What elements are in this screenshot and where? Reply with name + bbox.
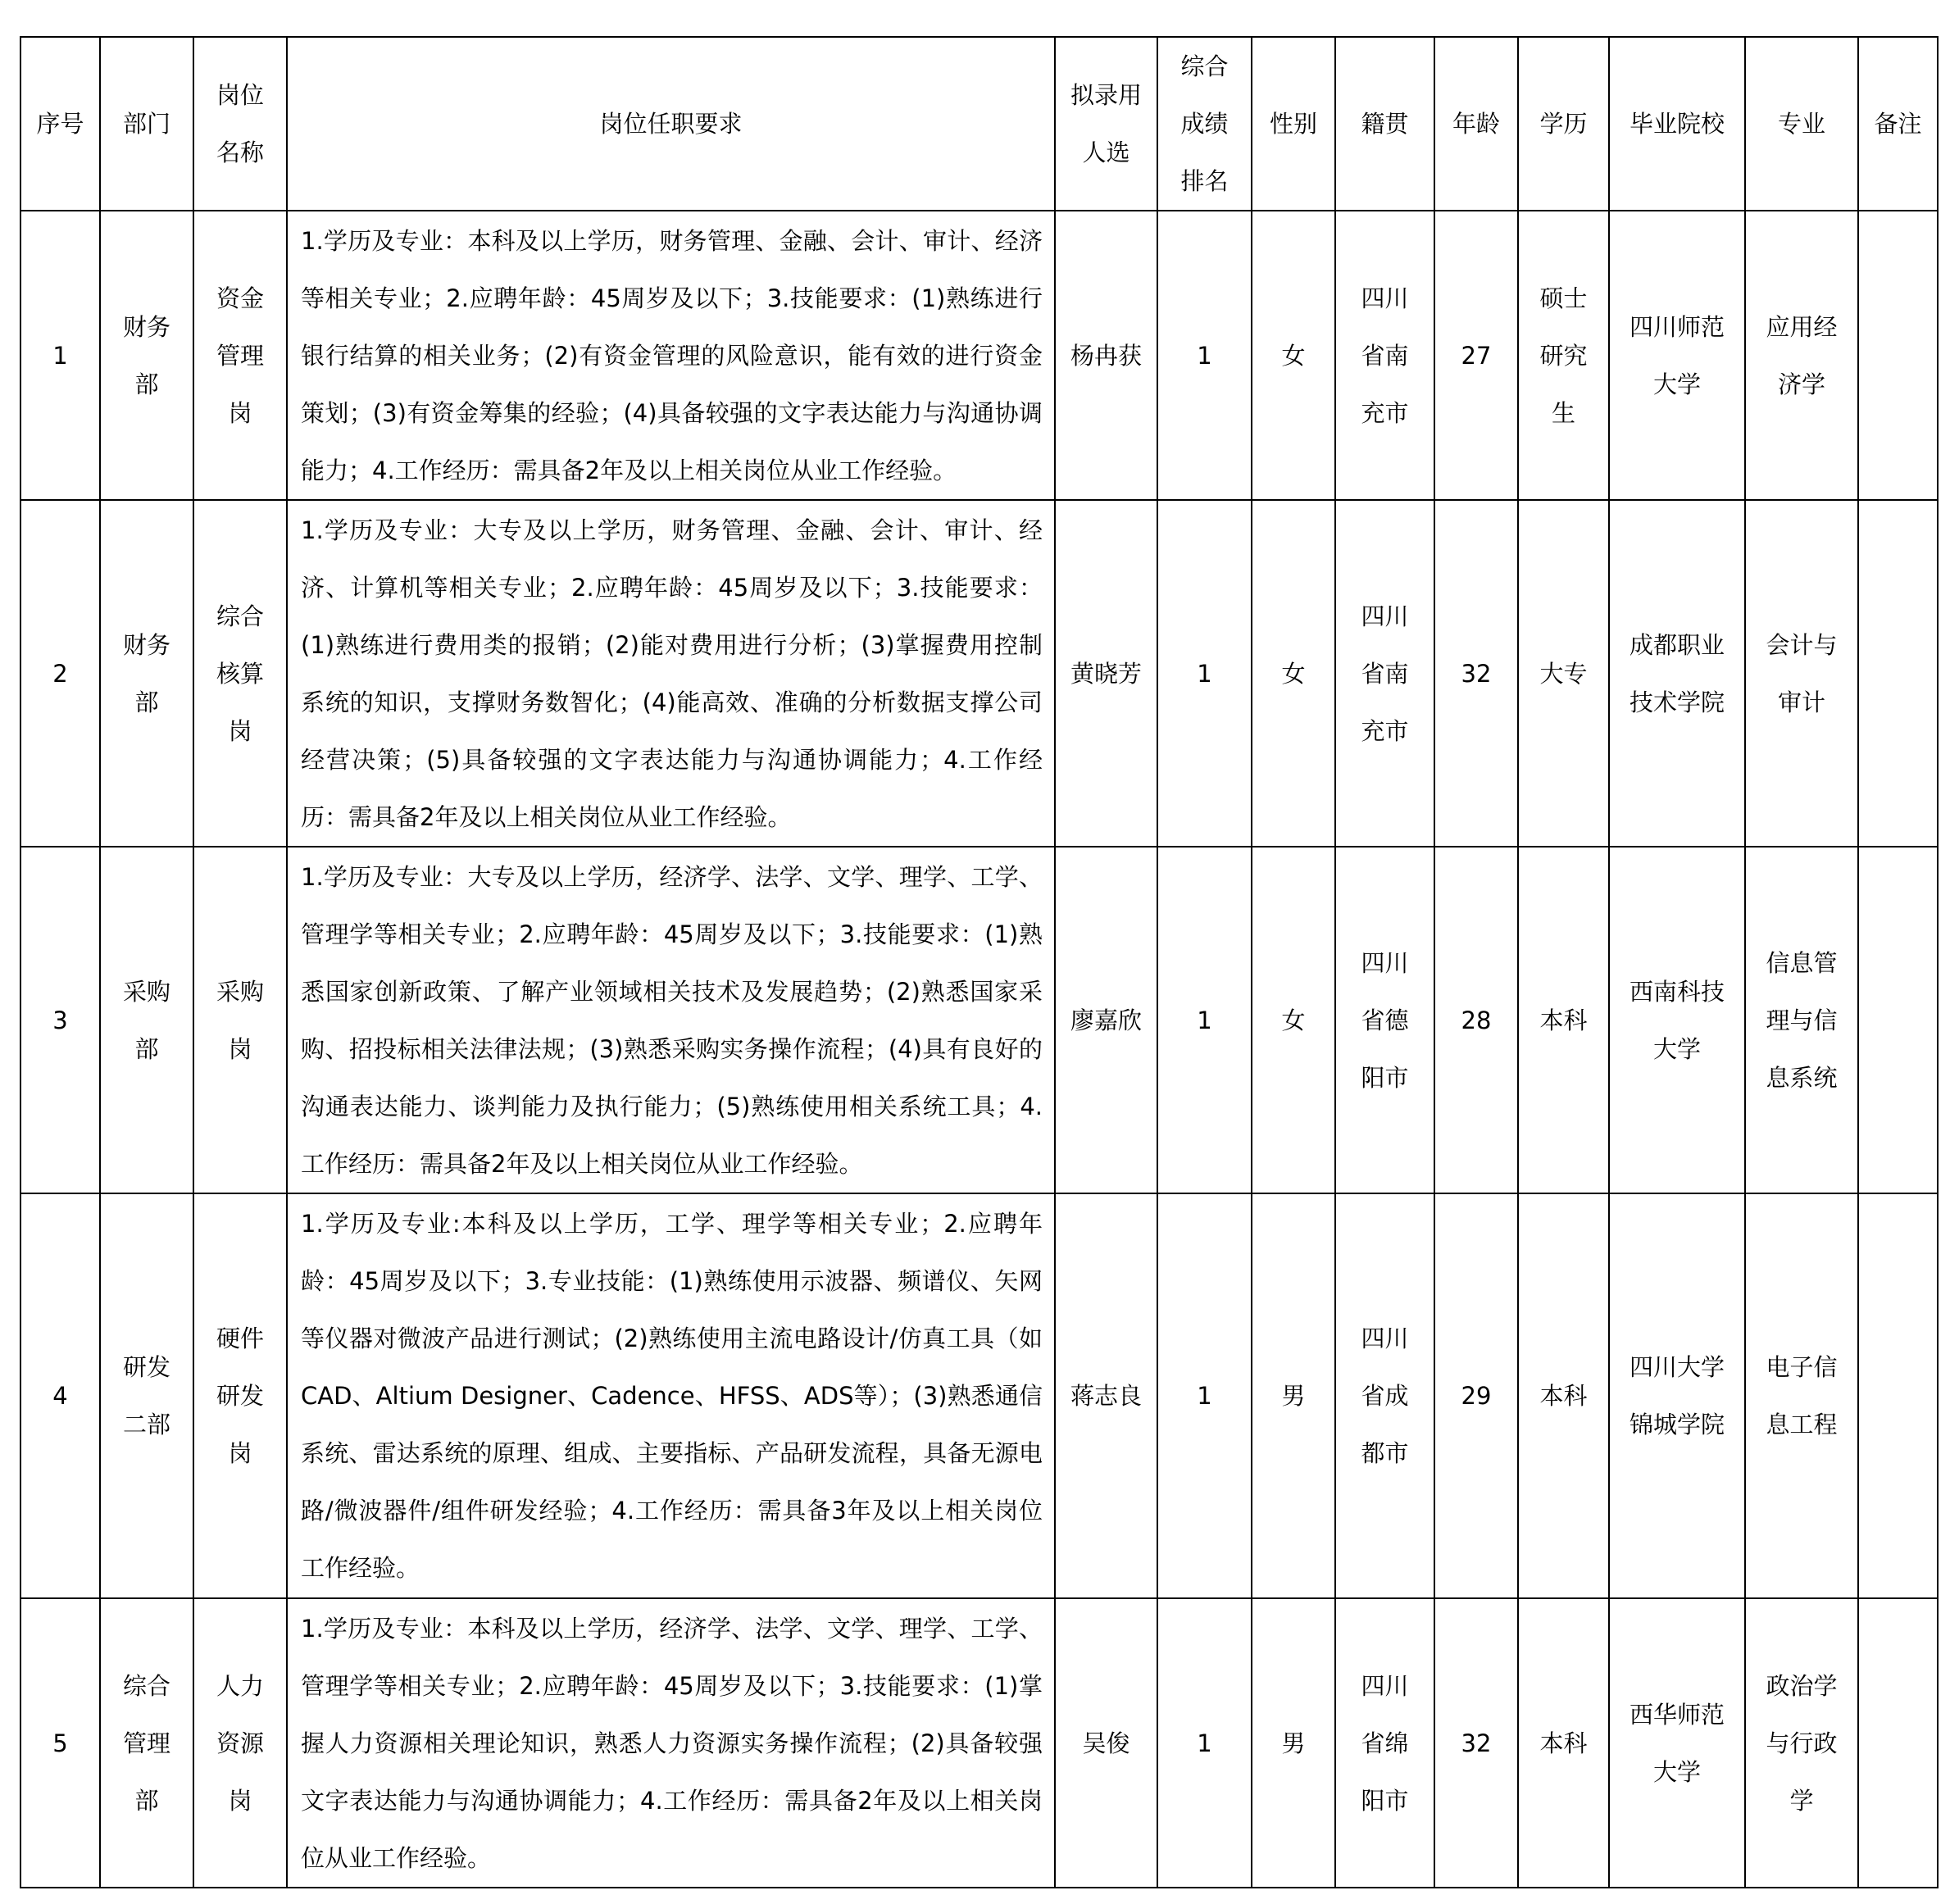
cell-rank: 1 <box>1157 847 1252 1193</box>
cell-candidate: 杨冉获 <box>1055 211 1157 500</box>
cell-origin <box>1335 1598 1434 1888</box>
header-dept <box>100 37 193 211</box>
header-gender <box>1252 37 1335 211</box>
cell-origin <box>1335 500 1434 847</box>
cell-education-text: 本科 <box>1539 1382 1588 1410</box>
cell-seq: 4 <box>20 1193 100 1598</box>
cell-gender: 女 <box>1252 847 1335 1193</box>
cell-education <box>1518 500 1609 847</box>
cell-dept-text: 财务部 <box>122 630 170 716</box>
cell-gender: 女 <box>1252 211 1335 500</box>
header-major <box>1745 37 1858 211</box>
cell-remarks <box>1858 1193 1938 1598</box>
header-post <box>193 37 287 211</box>
header-remarks-label: 备注 <box>1874 110 1922 138</box>
header-remarks <box>1858 37 1938 211</box>
header-dept-label: 部门 <box>122 110 170 138</box>
cell-post <box>193 500 287 847</box>
cell-education <box>1518 1193 1609 1598</box>
cell-major <box>1745 1598 1858 1888</box>
cell-age: 27 <box>1434 211 1518 500</box>
table-row <box>20 1193 1938 1598</box>
cell-age: 32 <box>1434 500 1518 847</box>
header-requirements-label: 岗位任职要求 <box>599 110 743 138</box>
cell-major <box>1745 500 1858 847</box>
header-row <box>20 37 1938 211</box>
header-candidate <box>1055 37 1157 211</box>
cell-education <box>1518 847 1609 1193</box>
cell-dept-text: 财务部 <box>122 312 170 398</box>
header-school <box>1609 37 1745 211</box>
header-rank-label: 综合成绩排名 <box>1180 52 1229 195</box>
cell-major-text: 政治学与行政学 <box>1766 1671 1838 1815</box>
cell-education <box>1518 1598 1609 1888</box>
header-education-label: 学历 <box>1539 110 1588 138</box>
table-row <box>20 847 1938 1193</box>
cell-major-text: 应用经济学 <box>1766 312 1838 398</box>
cell-school <box>1609 847 1745 1193</box>
cell-education-text: 本科 <box>1539 1006 1588 1034</box>
header-rank <box>1157 37 1252 211</box>
table-row <box>20 211 1938 500</box>
cell-post <box>193 1193 287 1598</box>
cell-candidate: 黄晓芳 <box>1055 500 1157 847</box>
cell-school <box>1609 1193 1745 1598</box>
cell-dept <box>100 211 193 500</box>
header-gender-label: 性别 <box>1269 110 1317 138</box>
cell-major-text: 电子信息工程 <box>1766 1353 1838 1438</box>
cell-rank: 1 <box>1157 211 1252 500</box>
table-header <box>20 37 1938 211</box>
header-candidate-label: 拟录用人选 <box>1070 81 1142 166</box>
cell-school-text: 成都职业技术学院 <box>1629 630 1725 716</box>
cell-major-text: 会计与审计 <box>1766 630 1838 716</box>
cell-post <box>193 847 287 1193</box>
cell-post-text: 人力资源岗 <box>216 1671 264 1815</box>
cell-age: 29 <box>1434 1193 1518 1598</box>
cell-candidate: 吴俊 <box>1055 1598 1157 1888</box>
header-origin <box>1335 37 1434 211</box>
cell-requirements: 1.学历及专业：大专及以上学历，经济学、法学、文学、理学、工学、管理学等相关专业；2.应聘年龄：45周岁及以下；3.技能要求：(1)熟悉国家创新政策、了解产业领域相关技术及发展趋势；(2)熟悉国家采购、招投标相关法律法规；(3)熟悉采购实务操作流程；(4)具有良好的沟通表达能力、谈判能力及执行能力；(5)熟练使用相关系统工具；4.工作经历：需具备2年及以上相关岗位从业工作经验。 <box>287 847 1055 1193</box>
header-education <box>1518 37 1609 211</box>
cell-remarks <box>1858 1598 1938 1888</box>
header-requirements <box>287 37 1055 211</box>
table-row <box>20 500 1938 847</box>
cell-school <box>1609 211 1745 500</box>
cell-post-text: 综合核算岗 <box>216 602 264 745</box>
header-school-label: 毕业院校 <box>1629 110 1725 138</box>
header-origin-label: 籍贯 <box>1361 110 1409 138</box>
cell-education <box>1518 211 1609 500</box>
cell-remarks <box>1858 847 1938 1193</box>
cell-school <box>1609 1598 1745 1888</box>
cell-gender: 男 <box>1252 1193 1335 1598</box>
cell-candidate: 蒋志良 <box>1055 1193 1157 1598</box>
cell-age: 28 <box>1434 847 1518 1193</box>
cell-gender: 男 <box>1252 1598 1335 1888</box>
cell-seq: 2 <box>20 500 100 847</box>
cell-requirements: 1.学历及专业：本科及以上学历，经济学、法学、文学、理学、工学、管理学等相关专业；2.应聘年龄：45周岁及以下；3.技能要求：(1)掌握人力资源相关理论知识，熟悉人力资源实务操作流程；(2)具备较强文字表达能力与沟通协调能力；4.工作经历：需具备2年及以上相关岗位从业工作经验。 <box>287 1598 1055 1888</box>
cell-post <box>193 1598 287 1888</box>
cell-origin-text: 四川省南充市 <box>1361 602 1409 745</box>
table-row <box>20 1598 1938 1888</box>
cell-rank: 1 <box>1157 1598 1252 1888</box>
recruitment-table <box>20 36 1939 1888</box>
header-age <box>1434 37 1518 211</box>
cell-origin-text: 四川省绵阳市 <box>1361 1671 1409 1815</box>
cell-dept <box>100 1598 193 1888</box>
cell-seq: 3 <box>20 847 100 1193</box>
cell-requirements: 1.学历及专业：大专及以上学历，财务管理、金融、会计、审计、经济、计算机等相关专业；2.应聘年龄：45周岁及以下；3.技能要求：(1)熟练进行费用类的报销；(2)能对费用进行分析；(3)掌握费用控制系统的知识，支撑财务数智化；(4)能高效、准确的分析数据支撑公司经营决策；(5)具备较强的文字表达能力与沟通协调能力；4.工作经历：需具备2年及以上相关岗位从业工作经验。 <box>287 500 1055 847</box>
cell-school <box>1609 500 1745 847</box>
cell-requirements: 1.学历及专业：本科及以上学历，财务管理、金融、会计、审计、经济等相关专业；2.应聘年龄：45周岁及以下；3.技能要求：(1)熟练进行银行结算的相关业务；(2)有资金管理的风险意识，能有效的进行资金策划；(3)有资金筹集的经验；(4)具备较强的文字表达能力与沟通协调能力；4.工作经历：需具备2年及以上相关岗位从业工作经验。 <box>287 211 1055 500</box>
cell-origin-text: 四川省德阳市 <box>1361 948 1409 1092</box>
cell-post <box>193 211 287 500</box>
cell-origin <box>1335 847 1434 1193</box>
cell-post-text: 硬件研发岗 <box>216 1325 264 1467</box>
cell-dept-text: 研发二部 <box>122 1353 170 1438</box>
header-major-label: 专业 <box>1777 110 1825 138</box>
cell-dept <box>100 500 193 847</box>
cell-candidate: 廖嘉欣 <box>1055 847 1157 1193</box>
cell-dept-text: 采购部 <box>122 977 170 1063</box>
cell-dept-text: 综合管理部 <box>122 1671 170 1815</box>
cell-rank: 1 <box>1157 500 1252 847</box>
cell-age: 32 <box>1434 1598 1518 1888</box>
cell-major <box>1745 847 1858 1193</box>
header-seq <box>20 37 100 211</box>
cell-major-text: 信息管理与信息系统 <box>1766 948 1838 1092</box>
cell-major <box>1745 1193 1858 1598</box>
cell-school-text: 西华师范大学 <box>1629 1700 1725 1786</box>
cell-remarks <box>1858 500 1938 847</box>
cell-origin-text: 四川省成都市 <box>1361 1325 1409 1467</box>
cell-remarks <box>1858 211 1938 500</box>
cell-origin-text: 四川省南充市 <box>1361 284 1409 427</box>
header-seq-label: 序号 <box>36 110 84 138</box>
cell-post-text: 采购岗 <box>216 977 264 1063</box>
cell-seq: 1 <box>20 211 100 500</box>
cell-rank: 1 <box>1157 1193 1252 1598</box>
cell-school-text: 四川师范大学 <box>1629 312 1725 398</box>
cell-seq: 5 <box>20 1598 100 1888</box>
header-post-label: 岗位名称 <box>216 81 264 166</box>
table-body <box>20 211 1938 1888</box>
cell-school-text: 西南科技大学 <box>1629 977 1725 1063</box>
cell-education-text: 硕士研究生 <box>1539 284 1588 427</box>
cell-dept <box>100 847 193 1193</box>
cell-education-text: 大专 <box>1539 659 1588 688</box>
header-age-label: 年龄 <box>1452 110 1500 138</box>
cell-post-text: 资金管理岗 <box>216 284 264 427</box>
cell-requirements: 1.学历及专业:本科及以上学历，工学、理学等相关专业；2.应聘年龄：45周岁及以下；3.专业技能：(1)熟练使用示波器、频谱仪、矢网等仪器对微波产品进行测试；(2)熟练使用主流电路设计/仿真工具（如CAD、Altium Designer、Cadence、HFSS、ADS等）；(3)熟悉通信系统、雷达系统的原理、组成、主要指标、产品研发流程，具备无源电路/微波器件/组件研发经验；4.工作经历：需具备3年及以上相关岗位工作经验。 <box>287 1193 1055 1598</box>
cell-dept <box>100 1193 193 1598</box>
cell-education-text: 本科 <box>1539 1729 1588 1757</box>
cell-gender: 女 <box>1252 500 1335 847</box>
cell-origin <box>1335 211 1434 500</box>
cell-major <box>1745 211 1858 500</box>
cell-origin <box>1335 1193 1434 1598</box>
cell-school-text: 四川大学锦城学院 <box>1629 1353 1725 1438</box>
